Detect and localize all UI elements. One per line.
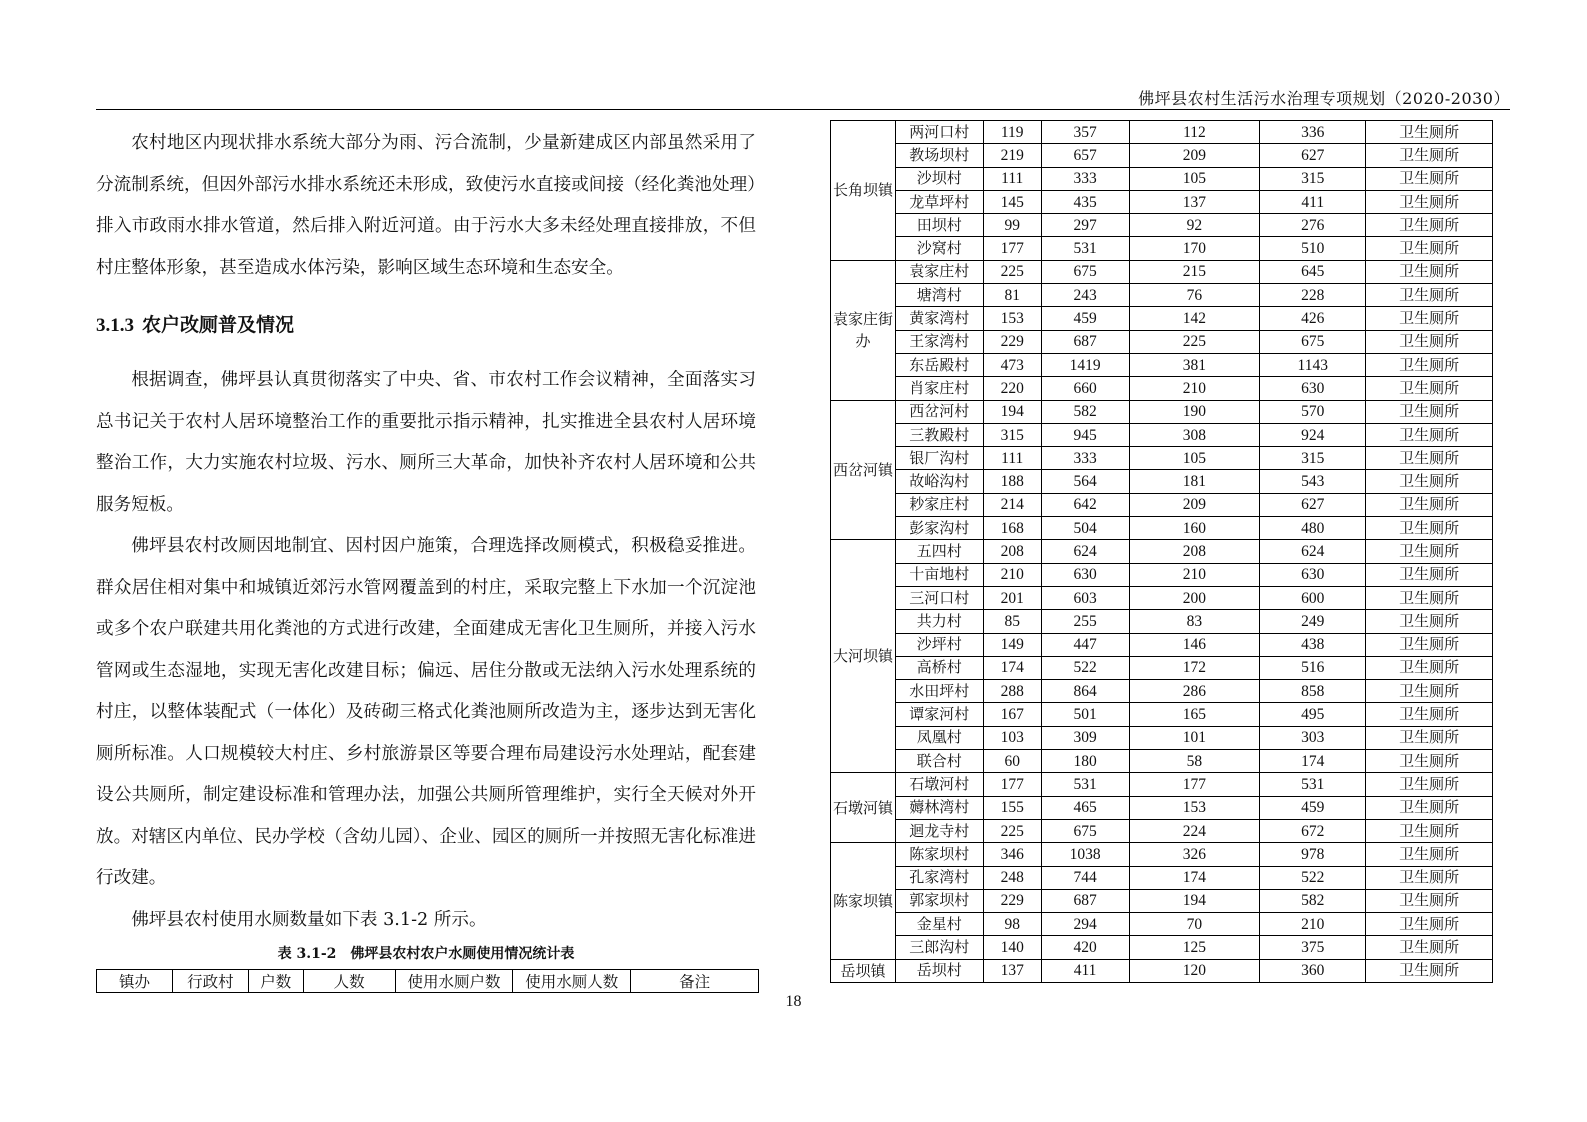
paragraph: 根据调查，佛坪县认真贯彻落实了中央、省、市农村工作会议精神，全面落实习总书记关于农村人居环境整治工作的重要批示指示精神，扎实推进全县农村人居环境整治工作，大力实施农村垃圾、污水、厕所三大革命，加快补齐农村人居环境和公共服务短板。	[96, 370, 756, 515]
village-cell: 黄家湾村	[895, 307, 983, 330]
toilet-households-cell: 58	[1129, 750, 1260, 773]
households-cell: 288	[983, 680, 1041, 703]
households-cell: 103	[983, 726, 1041, 749]
toilet-households-cell: 105	[1129, 447, 1260, 470]
remark-cell: 卫生厕所	[1366, 517, 1493, 540]
population-cell: 945	[1041, 423, 1129, 446]
toilet-households-cell: 153	[1129, 796, 1260, 819]
village-cell: 联合村	[895, 750, 983, 773]
village-cell: 五四村	[895, 540, 983, 563]
toilet-households-cell: 170	[1129, 237, 1260, 260]
toilet-households-cell: 210	[1129, 377, 1260, 400]
population-cell: 333	[1041, 447, 1129, 470]
population-cell: 864	[1041, 680, 1129, 703]
village-cell: 谭家河村	[895, 703, 983, 726]
table-row	[831, 959, 1493, 982]
remark-cell: 卫生厕所	[1366, 377, 1493, 400]
paragraph: 佛坪县农村使用水厕数量如下表 3.1-2 所示。	[131, 909, 487, 930]
remark-cell: 卫生厕所	[1366, 447, 1493, 470]
paragraph: 佛坪县农村改厕因地制宜、因村因户施策，合理选择改厕模式，积极稳妥推进。群众居住相对集中和城镇近郊污水管网覆盖到的村庄，采取完整上下水加一个沉淀池或多个农户联建共用化粪池的方式进行改建，全面建成无害化卫生厕所，并接入污水管网或生态湿地，实现无害化改建目标；偏远、居住分散或无法纳入污水处理系统的村庄，以整体装配式（一体化）及砖砌三格式化粪池厕所改造为主，逐步达到无害化厕所标准。人口规模较大村庄、乡村旅游景区等要合理布局建设污水处理站，配套建设公共厕所，制定建设标准和管理办法，加强公共厕所管理维护，实行全天候对外开放。对辖区内单位、民办学校（含幼儿园）、企业、园区的厕所一并按照无害化标准进行改建。	[96, 536, 756, 888]
remark-cell: 卫生厕所	[1366, 936, 1493, 959]
toilet-households-cell: 165	[1129, 703, 1260, 726]
population-cell: 243	[1041, 284, 1129, 307]
table-row	[831, 353, 1493, 376]
households-cell: 315	[983, 423, 1041, 446]
village-cell: 金星村	[895, 913, 983, 936]
households-cell: 140	[983, 936, 1041, 959]
remark-cell: 卫生厕所	[1366, 680, 1493, 703]
population-cell: 420	[1041, 936, 1129, 959]
village-cell: 三郎沟村	[895, 936, 983, 959]
toilet-households-cell: 137	[1129, 190, 1260, 213]
table-row	[831, 633, 1493, 656]
table-row	[831, 237, 1493, 260]
population-cell: 309	[1041, 726, 1129, 749]
households-cell: 81	[983, 284, 1041, 307]
town-cell: 长角坝镇	[831, 121, 896, 261]
toilet-households-cell: 225	[1129, 330, 1260, 353]
town-cell: 陈家坝镇	[831, 843, 896, 959]
toilet-users-cell: 978	[1260, 843, 1366, 866]
table-row	[831, 144, 1493, 167]
population-cell: 1038	[1041, 843, 1129, 866]
toilet-households-cell: 174	[1129, 866, 1260, 889]
toilet-households-cell: 286	[1129, 680, 1260, 703]
population-cell: 504	[1041, 517, 1129, 540]
village-cell: 三教殿村	[895, 423, 983, 446]
village-cell: 沙坪村	[895, 633, 983, 656]
toilet-users-cell: 630	[1260, 563, 1366, 586]
toilet-users-cell: 516	[1260, 656, 1366, 679]
households-cell: 229	[983, 330, 1041, 353]
households-cell: 225	[983, 819, 1041, 842]
village-cell: 肖家庄村	[895, 377, 983, 400]
toilet-users-cell: 411	[1260, 190, 1366, 213]
households-cell: 99	[983, 214, 1041, 237]
households-cell: 85	[983, 610, 1041, 633]
table-row	[831, 190, 1493, 213]
toilet-users-cell: 249	[1260, 610, 1366, 633]
table-row	[831, 866, 1493, 889]
toilet-households-cell: 172	[1129, 656, 1260, 679]
village-cell: 凤凰村	[895, 726, 983, 749]
toilet-households-cell: 181	[1129, 470, 1260, 493]
remark-cell: 卫生厕所	[1366, 423, 1493, 446]
population-cell: 1419	[1041, 353, 1129, 376]
households-cell: 119	[983, 121, 1041, 144]
toilet-households-cell: 209	[1129, 144, 1260, 167]
population-cell: 294	[1041, 913, 1129, 936]
remark-cell: 卫生厕所	[1366, 214, 1493, 237]
village-cell: 银厂沟村	[895, 447, 983, 470]
table-header-row	[97, 970, 759, 993]
village-cell: 石墩河村	[895, 773, 983, 796]
population-cell: 675	[1041, 260, 1129, 283]
remark-cell: 卫生厕所	[1366, 889, 1493, 912]
population-cell: 333	[1041, 167, 1129, 190]
table-row	[831, 796, 1493, 819]
section-heading	[96, 289, 756, 360]
population-cell: 411	[1041, 959, 1129, 982]
toilet-users-cell: 228	[1260, 284, 1366, 307]
toilet-users-cell: 480	[1260, 517, 1366, 540]
remark-cell: 卫生厕所	[1366, 750, 1493, 773]
village-cell: 故峪沟村	[895, 470, 983, 493]
households-cell: 155	[983, 796, 1041, 819]
table-row	[831, 610, 1493, 633]
remark-cell: 卫生厕所	[1366, 843, 1493, 866]
remark-cell: 卫生厕所	[1366, 819, 1493, 842]
toilet-households-cell: 326	[1129, 843, 1260, 866]
village-cell: 东岳殿村	[895, 353, 983, 376]
table-row	[831, 307, 1493, 330]
village-cell: 田坝村	[895, 214, 983, 237]
remark-cell: 卫生厕所	[1366, 866, 1493, 889]
households-cell: 177	[983, 237, 1041, 260]
table-row	[831, 121, 1493, 144]
population-cell: 180	[1041, 750, 1129, 773]
toilet-users-cell: 627	[1260, 493, 1366, 516]
toilet-households-cell: 194	[1129, 889, 1260, 912]
column-header: 使用水厕户数	[395, 970, 513, 993]
village-cell: 沙坝村	[895, 167, 983, 190]
village-cell: 彭家沟村	[895, 517, 983, 540]
households-cell: 153	[983, 307, 1041, 330]
village-cell: 三河口村	[895, 586, 983, 609]
statistics-table	[830, 120, 1493, 983]
households-cell: 168	[983, 517, 1041, 540]
population-cell: 255	[1041, 610, 1129, 633]
header-rule	[96, 109, 1510, 110]
table-header	[96, 969, 759, 993]
left-column	[96, 123, 756, 993]
page-number: 18	[785, 993, 802, 1010]
population-cell: 465	[1041, 796, 1129, 819]
section-title: 农户改厕普及情况	[142, 314, 295, 336]
households-cell: 229	[983, 889, 1041, 912]
toilet-users-cell: 645	[1260, 260, 1366, 283]
population-cell: 501	[1041, 703, 1129, 726]
village-cell: 孔家湾村	[895, 866, 983, 889]
table-row	[831, 936, 1493, 959]
toilet-households-cell: 70	[1129, 913, 1260, 936]
table-row	[831, 284, 1493, 307]
table-row	[831, 377, 1493, 400]
remark-cell: 卫生厕所	[1366, 656, 1493, 679]
population-cell: 675	[1041, 819, 1129, 842]
households-cell: 177	[983, 773, 1041, 796]
toilet-households-cell: 120	[1129, 959, 1260, 982]
toilet-users-cell: 510	[1260, 237, 1366, 260]
toilet-households-cell: 83	[1129, 610, 1260, 633]
population-cell: 660	[1041, 377, 1129, 400]
remark-cell: 卫生厕所	[1366, 703, 1493, 726]
toilet-users-cell: 360	[1260, 959, 1366, 982]
population-cell: 642	[1041, 493, 1129, 516]
remark-cell: 卫生厕所	[1366, 470, 1493, 493]
population-cell: 624	[1041, 540, 1129, 563]
table-row	[831, 750, 1493, 773]
village-cell: 迴龙寺村	[895, 819, 983, 842]
remark-cell: 卫生厕所	[1366, 330, 1493, 353]
households-cell: 214	[983, 493, 1041, 516]
remark-cell: 卫生厕所	[1366, 284, 1493, 307]
column-header: 备注	[631, 970, 759, 993]
toilet-households-cell: 101	[1129, 726, 1260, 749]
households-cell: 149	[983, 633, 1041, 656]
table-row	[831, 726, 1493, 749]
households-cell: 194	[983, 400, 1041, 423]
households-cell: 219	[983, 144, 1041, 167]
toilet-users-cell: 336	[1260, 121, 1366, 144]
table-row	[831, 680, 1493, 703]
table-caption: 表 3.1-2 佛坪县农村农户水厕使用情况统计表	[277, 946, 575, 962]
population-cell: 657	[1041, 144, 1129, 167]
population-cell: 297	[1041, 214, 1129, 237]
remark-cell: 卫生厕所	[1366, 493, 1493, 516]
running-header: 佛坪县农村生活污水治理专项规划（2020-2030）	[1138, 89, 1510, 108]
population-cell: 531	[1041, 237, 1129, 260]
section-number: 3.1.3	[96, 315, 134, 336]
toilet-households-cell: 190	[1129, 400, 1260, 423]
village-cell: 龙草坪村	[895, 190, 983, 213]
village-cell: 陈家坝村	[895, 843, 983, 866]
remark-cell: 卫生厕所	[1366, 167, 1493, 190]
table-row	[831, 167, 1493, 190]
village-cell: 岳坝村	[895, 959, 983, 982]
table-row	[831, 400, 1493, 423]
toilet-users-cell: 1143	[1260, 353, 1366, 376]
remark-cell: 卫生厕所	[1366, 563, 1493, 586]
households-cell: 174	[983, 656, 1041, 679]
toilet-households-cell: 215	[1129, 260, 1260, 283]
population-cell: 435	[1041, 190, 1129, 213]
column-header: 户数	[248, 970, 303, 993]
toilet-households-cell: 308	[1129, 423, 1260, 446]
table-row	[831, 889, 1493, 912]
toilet-users-cell: 672	[1260, 819, 1366, 842]
table-row	[831, 703, 1493, 726]
households-cell: 248	[983, 866, 1041, 889]
village-cell: 教场坝村	[895, 144, 983, 167]
town-cell: 岳坝镇	[831, 959, 896, 982]
population-cell: 459	[1041, 307, 1129, 330]
toilet-households-cell: 105	[1129, 167, 1260, 190]
households-cell: 145	[983, 190, 1041, 213]
toilet-users-cell: 495	[1260, 703, 1366, 726]
village-cell: 薅林湾村	[895, 796, 983, 819]
table-row	[831, 563, 1493, 586]
table-row	[831, 260, 1493, 283]
village-cell: 袁家庄村	[895, 260, 983, 283]
village-cell: 十亩地村	[895, 563, 983, 586]
toilet-users-cell: 522	[1260, 866, 1366, 889]
toilet-users-cell: 570	[1260, 400, 1366, 423]
households-cell: 188	[983, 470, 1041, 493]
toilet-households-cell: 210	[1129, 563, 1260, 586]
remark-cell: 卫生厕所	[1366, 633, 1493, 656]
remark-cell: 卫生厕所	[1366, 400, 1493, 423]
toilet-users-cell: 174	[1260, 750, 1366, 773]
population-cell: 603	[1041, 586, 1129, 609]
toilet-users-cell: 426	[1260, 307, 1366, 330]
toilet-users-cell: 675	[1260, 330, 1366, 353]
population-cell: 447	[1041, 633, 1129, 656]
households-cell: 225	[983, 260, 1041, 283]
town-cell: 袁家庄街办	[831, 260, 896, 400]
table-row	[831, 843, 1493, 866]
households-cell: 210	[983, 563, 1041, 586]
remark-cell: 卫生厕所	[1366, 959, 1493, 982]
village-cell: 两河口村	[895, 121, 983, 144]
toilet-users-cell: 531	[1260, 773, 1366, 796]
table-row	[831, 470, 1493, 493]
toilet-households-cell: 76	[1129, 284, 1260, 307]
toilet-users-cell: 459	[1260, 796, 1366, 819]
toilet-households-cell: 112	[1129, 121, 1260, 144]
toilet-users-cell: 210	[1260, 913, 1366, 936]
toilet-households-cell: 208	[1129, 540, 1260, 563]
households-cell: 473	[983, 353, 1041, 376]
remark-cell: 卫生厕所	[1366, 237, 1493, 260]
population-cell: 744	[1041, 866, 1129, 889]
town-cell: 大河坝镇	[831, 540, 896, 773]
households-cell: 111	[983, 167, 1041, 190]
toilet-users-cell: 543	[1260, 470, 1366, 493]
toilet-households-cell: 92	[1129, 214, 1260, 237]
households-cell: 208	[983, 540, 1041, 563]
population-cell: 687	[1041, 889, 1129, 912]
toilet-users-cell: 600	[1260, 586, 1366, 609]
remark-cell: 卫生厕所	[1366, 307, 1493, 330]
remark-cell: 卫生厕所	[1366, 260, 1493, 283]
remark-cell: 卫生厕所	[1366, 144, 1493, 167]
toilet-users-cell: 315	[1260, 447, 1366, 470]
village-cell: 西岔河村	[895, 400, 983, 423]
remark-cell: 卫生厕所	[1366, 353, 1493, 376]
remark-cell: 卫生厕所	[1366, 121, 1493, 144]
toilet-households-cell: 381	[1129, 353, 1260, 376]
toilet-users-cell: 582	[1260, 889, 1366, 912]
toilet-users-cell: 438	[1260, 633, 1366, 656]
village-cell: 高桥村	[895, 656, 983, 679]
table-row	[831, 656, 1493, 679]
households-cell: 167	[983, 703, 1041, 726]
households-cell: 98	[983, 913, 1041, 936]
village-cell: 塘湾村	[895, 284, 983, 307]
table-row	[831, 540, 1493, 563]
population-cell: 531	[1041, 773, 1129, 796]
households-cell: 346	[983, 843, 1041, 866]
households-cell: 60	[983, 750, 1041, 773]
table-row	[831, 214, 1493, 237]
toilet-households-cell: 125	[1129, 936, 1260, 959]
remark-cell: 卫生厕所	[1366, 726, 1493, 749]
remark-cell: 卫生厕所	[1366, 610, 1493, 633]
table-row	[831, 773, 1493, 796]
population-cell: 687	[1041, 330, 1129, 353]
village-cell: 郭家坝村	[895, 889, 983, 912]
table-body	[831, 121, 1493, 983]
table-row	[831, 913, 1493, 936]
population-cell: 357	[1041, 121, 1129, 144]
town-cell: 石墩河镇	[831, 773, 896, 843]
table-row	[831, 517, 1493, 540]
toilet-users-cell: 627	[1260, 144, 1366, 167]
population-cell: 564	[1041, 470, 1129, 493]
toilet-users-cell: 630	[1260, 377, 1366, 400]
toilet-users-cell: 624	[1260, 540, 1366, 563]
population-cell: 630	[1041, 563, 1129, 586]
toilet-users-cell: 315	[1260, 167, 1366, 190]
column-header: 人数	[303, 970, 395, 993]
town-cell: 西岔河镇	[831, 400, 896, 540]
toilet-users-cell: 375	[1260, 936, 1366, 959]
village-cell: 水田坪村	[895, 680, 983, 703]
table-row	[831, 586, 1493, 609]
toilet-households-cell: 177	[1129, 773, 1260, 796]
column-header: 镇办	[97, 970, 173, 993]
table-row	[831, 423, 1493, 446]
table-row	[831, 493, 1493, 516]
remark-cell: 卫生厕所	[1366, 773, 1493, 796]
remark-cell: 卫生厕所	[1366, 540, 1493, 563]
intro-paragraph: 农村地区内现状排水系统大部分为雨、污合流制，少量新建成区内部虽然采用了分流制系统，但因外部污水排水系统还未形成，致使污水直接或间接（经化粪池处理）排入市政雨水排水管道，然后排入附近河道。由于污水大多未经处理直接排放，不但村庄整体形象，甚至造成水体污染，影响区域生态环境和生态安全。	[96, 133, 756, 278]
population-cell: 522	[1041, 656, 1129, 679]
remark-cell: 卫生厕所	[1366, 586, 1493, 609]
toilet-households-cell: 200	[1129, 586, 1260, 609]
households-cell: 201	[983, 586, 1041, 609]
toilet-users-cell: 303	[1260, 726, 1366, 749]
population-cell: 582	[1041, 400, 1129, 423]
village-cell: 共力村	[895, 610, 983, 633]
village-cell: 耖家庄村	[895, 493, 983, 516]
column-header: 使用水厕人数	[513, 970, 631, 993]
toilet-users-cell: 276	[1260, 214, 1366, 237]
households-cell: 220	[983, 377, 1041, 400]
toilet-households-cell: 160	[1129, 517, 1260, 540]
toilet-users-cell: 858	[1260, 680, 1366, 703]
toilet-households-cell: 142	[1129, 307, 1260, 330]
table-row	[831, 330, 1493, 353]
toilet-users-cell: 924	[1260, 423, 1366, 446]
remark-cell: 卫生厕所	[1366, 796, 1493, 819]
remark-cell: 卫生厕所	[1366, 913, 1493, 936]
toilet-households-cell: 209	[1129, 493, 1260, 516]
households-cell: 111	[983, 447, 1041, 470]
households-cell: 137	[983, 959, 1041, 982]
remark-cell: 卫生厕所	[1366, 190, 1493, 213]
table-row	[831, 447, 1493, 470]
toilet-households-cell: 224	[1129, 819, 1260, 842]
table-row	[831, 819, 1493, 842]
toilet-households-cell: 146	[1129, 633, 1260, 656]
village-cell: 王家湾村	[895, 330, 983, 353]
village-cell: 沙窝村	[895, 237, 983, 260]
column-header: 行政村	[172, 970, 248, 993]
